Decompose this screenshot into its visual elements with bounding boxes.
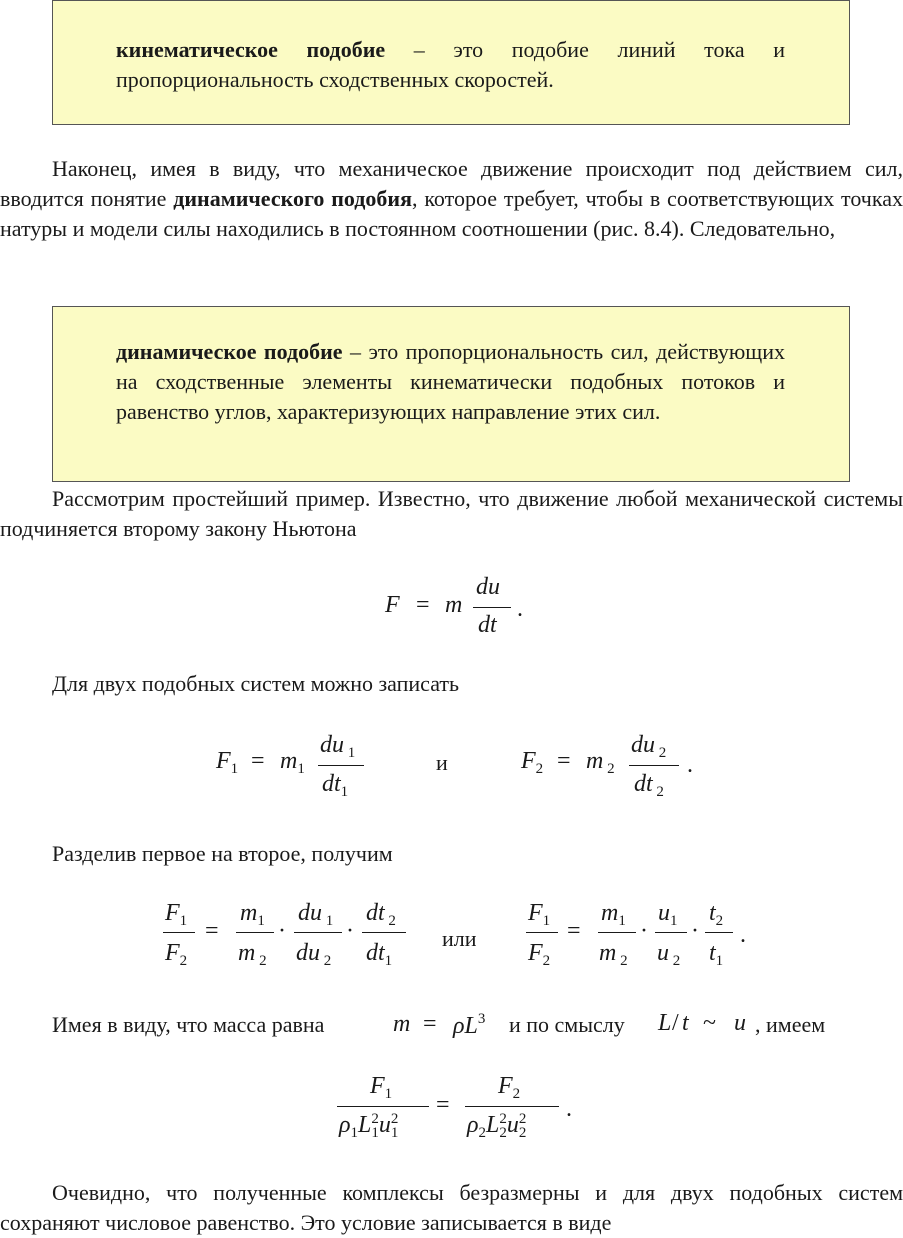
definition-box-kinematic bbox=[52, 0, 850, 125]
definition-text: динамическое подобие – это пропорциональность сил, действующих на сходственные элементы кинематически подобных потоков и равенство углов, характеризующих направление этих сил. bbox=[116, 339, 786, 424]
paragraph-newton: Рассмотрим простейший пример. Известно, что движение любой механической системы подчиняется второму закону Ньютона bbox=[0, 486, 903, 541]
paragraph-dynamic-intro: Наконец, имея в виду, что механическое движение происходит под действием сил, вводится понятие динамического подобия, которое требует, чтобы в соответствующих точках натуры и модели силы находились в постоянном соотношении (рис. 8.4). Следовательно, bbox=[0, 156, 903, 241]
paragraph-conclusion: Очевидно, что полученные комплексы безразмерны и для двух подобных систем сохраняют числовое равенство. Это условие записывается в виде bbox=[0, 1180, 903, 1235]
line-two-systems: Для двух подобных систем можно записать bbox=[52, 671, 460, 696]
definition-text: кинематическое подобие – это подобие линий тока и пропорциональность сходственных скоростей. bbox=[116, 37, 785, 92]
term-dynamic-similarity: динамического подобия bbox=[173, 186, 413, 211]
definition-box-dynamic bbox=[52, 306, 850, 482]
word-and: и bbox=[436, 750, 448, 775]
term-dynamic: динамическое подобие bbox=[116, 339, 343, 364]
line-dividing: Разделив первое на второе, получим bbox=[52, 841, 393, 866]
word-or: или bbox=[442, 926, 477, 951]
term-kinematic: кинематическое подобие bbox=[116, 37, 386, 62]
